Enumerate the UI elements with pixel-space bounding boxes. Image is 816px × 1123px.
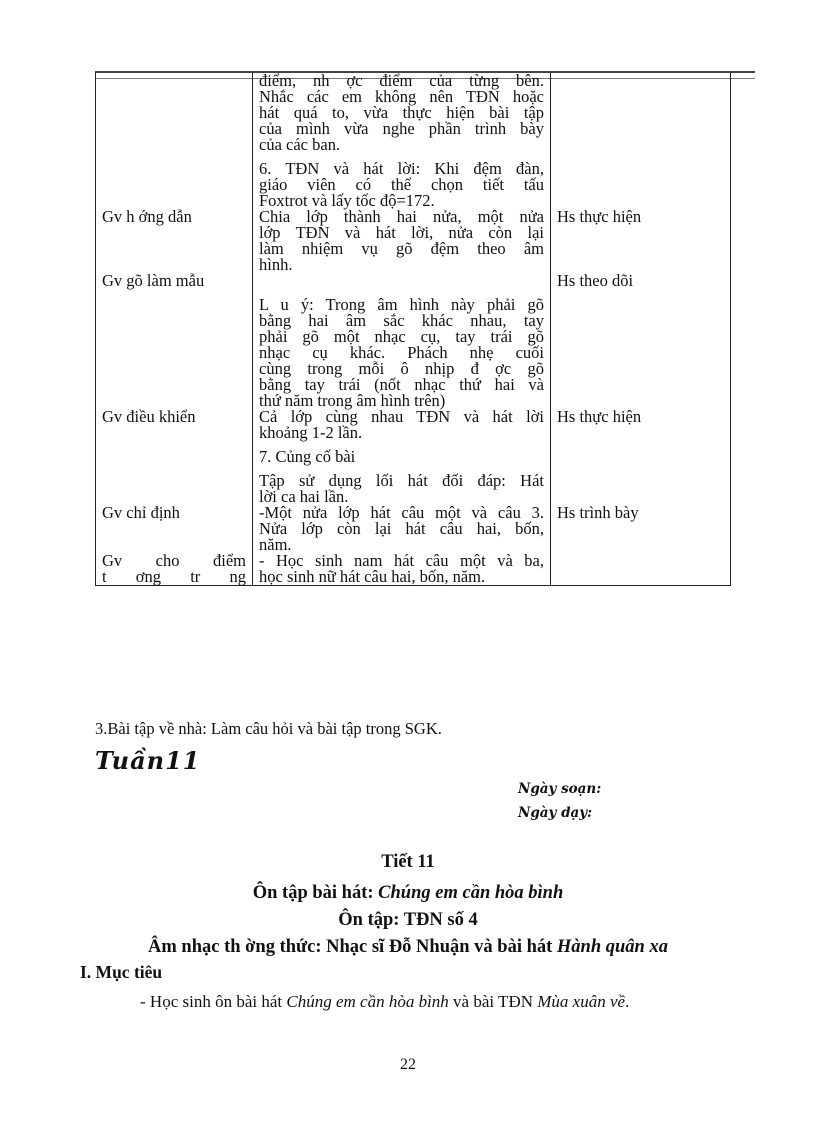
objective-text-1: - Học sinh ôn bài hát xyxy=(140,992,287,1011)
content-line: Chia lớp thành hai nửa, một nửa xyxy=(259,207,544,226)
objective-text-end: . xyxy=(625,992,630,1011)
content-line: làm nhiệm vụ gõ đệm theo âm xyxy=(259,239,544,258)
student-activity-cell xyxy=(551,553,731,586)
content-paragraph xyxy=(259,209,544,273)
table-row xyxy=(96,209,731,273)
content-paragraph xyxy=(259,161,544,209)
music-knowledge-song: Hành quân xa xyxy=(556,937,668,957)
teacher-activity-cell: Gv gõ làm mẫu xyxy=(96,273,253,409)
content-line: khoảng 1-2 lần. xyxy=(259,423,363,442)
content-line: Cả lớp cùng nhau TĐN và hát lời xyxy=(259,407,544,426)
content-line: điểm, nh ợc điểm của từng bên. xyxy=(259,71,544,90)
content-line: thứ năm trong âm hình trên) xyxy=(259,391,446,410)
teacher-activity-cell: Gv cho điểm t ơng tr ng xyxy=(96,553,253,586)
content-line: cùng trong mỗi ô nhịp đ ợc gõ xyxy=(259,359,544,378)
content-line: lớp TĐN và hát lời, nửa còn lại xyxy=(259,223,544,242)
teacher-activity-cell: Gv chỉ định xyxy=(96,505,253,553)
content-line: của mình vừa nghe phần trình bày xyxy=(259,119,544,138)
teacher-activity-cell: Gv điều khiển xyxy=(96,409,253,505)
content-cell xyxy=(253,553,551,586)
content-paragraph xyxy=(259,273,544,289)
content-paragraph xyxy=(259,409,544,441)
content-line: giáo viên có thể chọn tiết tấu xyxy=(259,175,544,194)
content-paragraph xyxy=(259,553,544,585)
content-paragraph xyxy=(259,297,544,409)
table-row xyxy=(96,409,731,505)
content-line: học sinh nữ hát câu hai, bốn, năm. xyxy=(259,567,486,586)
teacher-activity-cell xyxy=(96,73,253,209)
content-line: 6. TĐN và hát lời: Khi đệm đàn, xyxy=(259,159,544,178)
objective-text-2: và bài TĐN xyxy=(448,992,538,1011)
content-line: hát quá to, vừa thực hiện bài tập xyxy=(259,103,544,122)
content-line: Tập sử dụng lối hát đối đáp: Hát xyxy=(259,471,544,490)
student-activity-cell: Hs thực hiện xyxy=(551,409,731,505)
content-line: lời ca hai lần. xyxy=(259,487,349,506)
content-line: của các ban. xyxy=(259,135,341,154)
content-line xyxy=(259,273,544,289)
prepared-date-label: Ngày soạn: xyxy=(518,781,602,797)
teacher-activity-cell: Gv h ớng dẫn xyxy=(96,209,253,273)
content-line: L u ý: Trong âm hình này phải gõ xyxy=(259,295,544,314)
objectives-title: I. Mục tiêu xyxy=(80,962,163,982)
review-song-title: Chúng em cần hòa bình xyxy=(378,883,564,903)
music-knowledge-line xyxy=(0,937,816,958)
objective-paragraph xyxy=(80,990,720,1014)
content-line: 7. Củng cố bài xyxy=(259,447,356,466)
week-title: Tuần11 xyxy=(95,746,201,775)
content-cell xyxy=(253,209,551,273)
table-row xyxy=(96,505,731,553)
taught-date-label: Ngày dạy: xyxy=(518,805,593,821)
content-line: phải gõ một nhạc cụ, tay trái gõ xyxy=(259,327,544,346)
content-line: Foxtrot và lấy tốc độ=172. xyxy=(259,191,435,210)
content-line: bằng tay trái (nốt nhạc thứ hai và xyxy=(259,375,544,394)
content-cell xyxy=(253,409,551,505)
content-line: Nửa lớp còn lại hát câu hai, bốn, xyxy=(259,519,544,538)
lesson-activity-table xyxy=(95,73,731,586)
review-tdn-line: Ôn tập: TĐN số 4 xyxy=(338,910,478,930)
content-line: Nhắc các em không nên TĐN hoặc xyxy=(259,87,544,106)
content-line: hình. xyxy=(259,255,293,274)
content-paragraph xyxy=(259,73,544,153)
content-line: -Một nửa lớp hát câu một và câu 3. xyxy=(259,503,544,522)
content-paragraph xyxy=(259,505,544,553)
homework-line: 3.Bài tập về nhà: Làm câu hỏi và bài tập trong SGK. xyxy=(95,719,442,738)
content-cell xyxy=(253,73,551,209)
content-cell xyxy=(253,273,551,409)
content-paragraph xyxy=(259,473,544,505)
objective-song-2: Mùa xuân về xyxy=(537,992,626,1011)
review-song-line xyxy=(0,883,816,904)
music-knowledge-prefix: Âm nhạc th ờng thức: Nhạc sĩ Đỗ Nhuận và bài hát xyxy=(148,937,557,957)
table-row xyxy=(96,553,731,586)
table-row xyxy=(96,273,731,409)
content-line: bằng hai âm sắc khác nhau, tay xyxy=(259,311,544,330)
student-activity-cell: Hs thực hiện xyxy=(551,209,731,273)
objective-song-1: Chúng em cần hòa bình xyxy=(286,992,449,1011)
table-row xyxy=(96,73,731,209)
date-block xyxy=(518,777,601,825)
page-number: 22 xyxy=(400,1056,416,1073)
content-paragraph xyxy=(259,449,544,465)
content-line: - Học sinh nam hát câu một và ba, xyxy=(259,551,544,570)
content-line: nhạc cụ khác. Phách nhẹ cuối xyxy=(259,343,544,362)
period-title: Tiết 11 xyxy=(381,852,435,872)
student-activity-cell xyxy=(551,73,731,209)
student-activity-cell: Hs trình bày xyxy=(551,505,731,553)
content-cell xyxy=(253,505,551,553)
review-song-prefix: Ôn tập bài hát: xyxy=(252,883,379,903)
student-activity-cell: Hs theo dõi xyxy=(551,273,731,409)
content-line: năm. xyxy=(259,535,292,554)
